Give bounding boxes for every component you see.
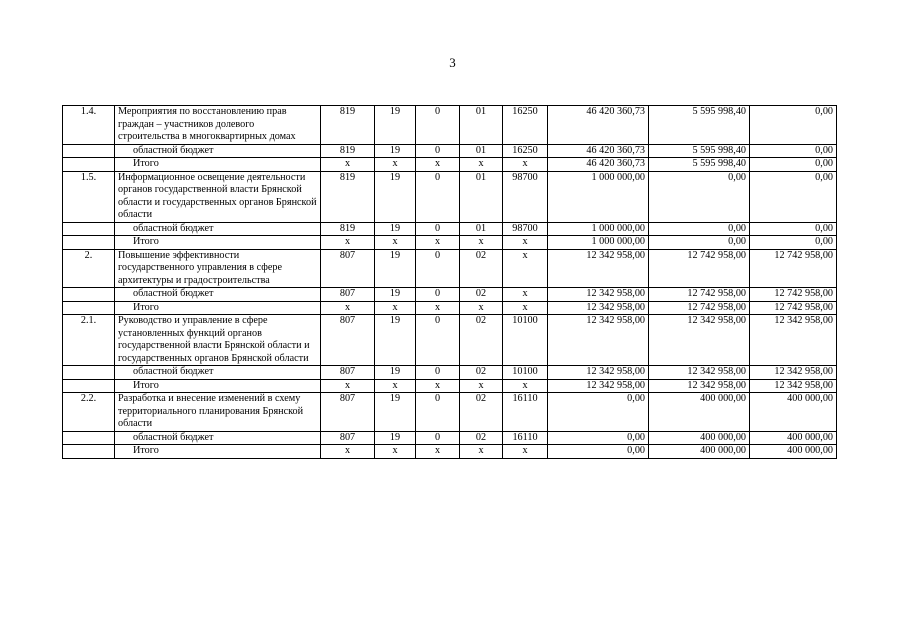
row-description: Мероприятия по восстановлению прав граждан – участников долевого строительства в многоквартирных домах	[115, 106, 321, 145]
row-description: областной бюджет	[115, 222, 321, 236]
code-program: х	[375, 445, 416, 459]
value-year-1: 12 342 958,00	[548, 288, 649, 302]
row-description: Итого	[115, 379, 321, 393]
value-year-1: 0,00	[548, 445, 649, 459]
value-year-1: 46 420 360,73	[548, 106, 649, 145]
row-description: Итого	[115, 445, 321, 459]
table-subrow	[63, 158, 837, 172]
value-year-2: 12 342 958,00	[649, 379, 750, 393]
code-program: 19	[375, 222, 416, 236]
code-subprogram: х	[416, 301, 460, 315]
code-program: 19	[375, 288, 416, 302]
row-description: областной бюджет	[115, 144, 321, 158]
value-year-2: 0,00	[649, 222, 750, 236]
code-subprogram: 0	[416, 288, 460, 302]
code-gr: 807	[321, 288, 375, 302]
code-gr: х	[321, 445, 375, 459]
value-year-1: 12 342 958,00	[548, 379, 649, 393]
row-description: Разработка и внесение изменений в схему территориального планирования Брянской области	[115, 393, 321, 432]
code-gr: 819	[321, 171, 375, 222]
code-event: х	[460, 379, 503, 393]
row-description: Итого	[115, 158, 321, 172]
code-direction: х	[503, 301, 548, 315]
code-gr: х	[321, 379, 375, 393]
code-gr: 807	[321, 393, 375, 432]
code-subprogram: 0	[416, 249, 460, 288]
value-year-2: 400 000,00	[649, 431, 750, 445]
code-program: 19	[375, 315, 416, 366]
table-subrow	[63, 236, 837, 250]
code-direction: х	[503, 158, 548, 172]
code-gr: х	[321, 301, 375, 315]
row-number	[63, 366, 115, 380]
row-description: областной бюджет	[115, 366, 321, 380]
code-gr: 819	[321, 222, 375, 236]
value-year-3: 400 000,00	[750, 393, 837, 432]
value-year-1: 0,00	[548, 431, 649, 445]
code-subprogram: 0	[416, 315, 460, 366]
value-year-1: 1 000 000,00	[548, 236, 649, 250]
table-subrow	[63, 445, 837, 459]
row-number: 1.5.	[63, 171, 115, 222]
value-year-1: 0,00	[548, 393, 649, 432]
row-number	[63, 379, 115, 393]
row-number	[63, 301, 115, 315]
code-direction: х	[503, 445, 548, 459]
value-year-2: 5 595 998,40	[649, 158, 750, 172]
code-subprogram: х	[416, 445, 460, 459]
row-number	[63, 222, 115, 236]
code-direction: 98700	[503, 171, 548, 222]
code-program: 19	[375, 171, 416, 222]
code-program: х	[375, 236, 416, 250]
row-description: Повышение эффективности государственного управления в сфере архитектуры и градостроительства	[115, 249, 321, 288]
code-subprogram: 0	[416, 366, 460, 380]
code-program: х	[375, 379, 416, 393]
code-gr: 807	[321, 431, 375, 445]
table-subrow	[63, 366, 837, 380]
code-gr: х	[321, 158, 375, 172]
code-event: х	[460, 301, 503, 315]
table-row	[63, 106, 837, 145]
value-year-2: 12 342 958,00	[649, 315, 750, 366]
code-program: 19	[375, 366, 416, 380]
page-number: 3	[449, 55, 456, 70]
value-year-2: 12 742 958,00	[649, 301, 750, 315]
value-year-2: 0,00	[649, 171, 750, 222]
code-subprogram: х	[416, 236, 460, 250]
code-direction: х	[503, 249, 548, 288]
code-subprogram: 0	[416, 222, 460, 236]
code-event: 02	[460, 249, 503, 288]
value-year-1: 46 420 360,73	[548, 158, 649, 172]
value-year-1: 1 000 000,00	[548, 171, 649, 222]
code-direction: 16110	[503, 393, 548, 432]
table-subrow	[63, 144, 837, 158]
table-subrow	[63, 301, 837, 315]
code-direction: 10100	[503, 366, 548, 380]
code-program: 19	[375, 393, 416, 432]
code-subprogram: х	[416, 158, 460, 172]
value-year-2: 5 595 998,40	[649, 144, 750, 158]
code-direction: 98700	[503, 222, 548, 236]
row-number	[63, 236, 115, 250]
table-subrow	[63, 431, 837, 445]
row-number	[63, 144, 115, 158]
row-number	[63, 158, 115, 172]
row-number	[63, 445, 115, 459]
value-year-1: 12 342 958,00	[548, 249, 649, 288]
table-body	[63, 106, 837, 459]
code-program: 19	[375, 106, 416, 145]
table-subrow	[63, 222, 837, 236]
code-program: х	[375, 158, 416, 172]
value-year-2: 12 742 958,00	[649, 288, 750, 302]
value-year-1: 12 342 958,00	[548, 315, 649, 366]
value-year-2: 12 742 958,00	[649, 249, 750, 288]
row-number: 1.4.	[63, 106, 115, 145]
code-subprogram: 0	[416, 144, 460, 158]
code-event: х	[460, 445, 503, 459]
value-year-3: 0,00	[750, 222, 837, 236]
value-year-2: 12 342 958,00	[649, 366, 750, 380]
code-direction: х	[503, 288, 548, 302]
code-event: 02	[460, 288, 503, 302]
value-year-2: 400 000,00	[649, 445, 750, 459]
code-event: 01	[460, 171, 503, 222]
code-event: 02	[460, 431, 503, 445]
value-year-1: 46 420 360,73	[548, 144, 649, 158]
code-event: 02	[460, 366, 503, 380]
code-gr: х	[321, 236, 375, 250]
value-year-3: 12 342 958,00	[750, 379, 837, 393]
table-row	[63, 171, 837, 222]
code-gr: 819	[321, 144, 375, 158]
value-year-3: 0,00	[750, 236, 837, 250]
value-year-3: 12 742 958,00	[750, 301, 837, 315]
row-description: Итого	[115, 236, 321, 250]
code-subprogram: 0	[416, 393, 460, 432]
table-subrow	[63, 379, 837, 393]
table-row	[63, 393, 837, 432]
code-gr: 807	[321, 249, 375, 288]
value-year-1: 12 342 958,00	[548, 366, 649, 380]
row-number: 2.	[63, 249, 115, 288]
code-subprogram: х	[416, 379, 460, 393]
row-number	[63, 431, 115, 445]
code-direction: 16110	[503, 431, 548, 445]
code-direction: 16250	[503, 144, 548, 158]
value-year-2: 0,00	[649, 236, 750, 250]
table-row	[63, 315, 837, 366]
value-year-3: 0,00	[750, 171, 837, 222]
value-year-1: 1 000 000,00	[548, 222, 649, 236]
row-description: областной бюджет	[115, 431, 321, 445]
value-year-2: 5 595 998,40	[649, 106, 750, 145]
code-event: 01	[460, 144, 503, 158]
code-event: 02	[460, 315, 503, 366]
value-year-2: 400 000,00	[649, 393, 750, 432]
row-description: Итого	[115, 301, 321, 315]
code-direction: 16250	[503, 106, 548, 145]
code-subprogram: 0	[416, 106, 460, 145]
code-subprogram: 0	[416, 431, 460, 445]
value-year-3: 12 342 958,00	[750, 366, 837, 380]
code-program: 19	[375, 431, 416, 445]
value-year-3: 12 342 958,00	[750, 315, 837, 366]
row-description: областной бюджет	[115, 288, 321, 302]
code-gr: 819	[321, 106, 375, 145]
code-gr: 807	[321, 315, 375, 366]
value-year-3: 0,00	[750, 144, 837, 158]
table-row	[63, 249, 837, 288]
code-event: 01	[460, 106, 503, 145]
code-event: 02	[460, 393, 503, 432]
value-year-3: 400 000,00	[750, 431, 837, 445]
code-event: 01	[460, 222, 503, 236]
value-year-3: 12 742 958,00	[750, 288, 837, 302]
code-program: 19	[375, 249, 416, 288]
code-event: х	[460, 158, 503, 172]
code-event: х	[460, 236, 503, 250]
code-direction: х	[503, 379, 548, 393]
row-number: 2.2.	[63, 393, 115, 432]
code-direction: х	[503, 236, 548, 250]
code-program: 19	[375, 144, 416, 158]
row-description: Информационное освещение деятельности органов государственной власти Брянской области и государственных органов Брянской области	[115, 171, 321, 222]
row-number: 2.1.	[63, 315, 115, 366]
row-number	[63, 288, 115, 302]
table-subrow	[63, 288, 837, 302]
code-subprogram: 0	[416, 171, 460, 222]
budget-table	[62, 105, 837, 459]
code-gr: 807	[321, 366, 375, 380]
code-program: х	[375, 301, 416, 315]
value-year-3: 12 742 958,00	[750, 249, 837, 288]
code-direction: 10100	[503, 315, 548, 366]
value-year-3: 0,00	[750, 106, 837, 145]
row-description: Руководство и управление в сфере установленных функций органов государственной власти Брянской области и государственных органов Брянской области	[115, 315, 321, 366]
value-year-3: 0,00	[750, 158, 837, 172]
value-year-1: 12 342 958,00	[548, 301, 649, 315]
value-year-3: 400 000,00	[750, 445, 837, 459]
